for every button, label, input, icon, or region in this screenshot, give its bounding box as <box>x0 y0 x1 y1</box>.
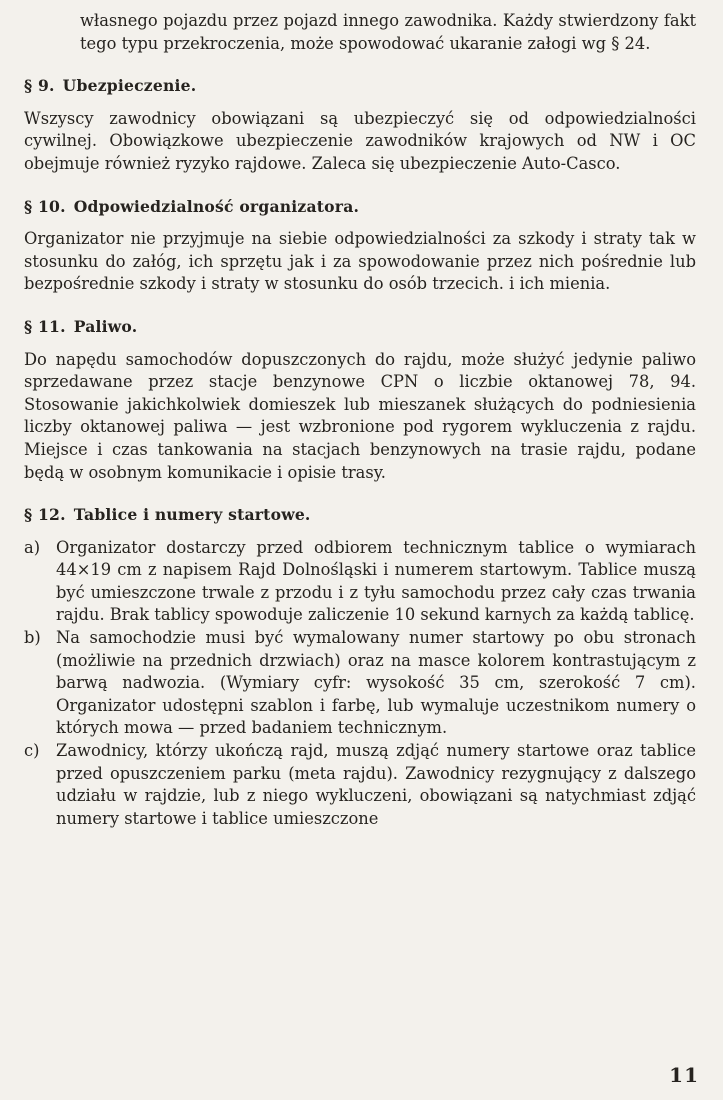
section-item-list <box>24 537 696 831</box>
list-item <box>24 627 696 740</box>
section-title: Ubezpieczenie. <box>62 76 197 96</box>
section-number: § 12. <box>24 505 66 525</box>
section-heading <box>24 75 696 98</box>
page-content <box>24 10 696 830</box>
section-11 <box>24 316 696 484</box>
section-paragraph: Organizator nie przyjmuje na siebie odpowiedzialności za szkody i straty tak w stosunku do załóg, ich sprzętu jak i za spowodowanie przez nich pośrednie lub bezpośrednie szkody i straty w stosunku do osób trzecich. i ich mienia. <box>24 229 696 294</box>
page-number: 11 <box>669 1063 699 1087</box>
section-title: Tablice i numery startowe. <box>73 505 311 525</box>
section-number: § 9. <box>24 76 55 96</box>
section-heading <box>24 196 696 219</box>
section-title: Odpowiedzialność organizatora. <box>73 196 360 216</box>
section-title: Paliwo. <box>73 316 138 336</box>
item-marker: a) <box>24 537 41 557</box>
item-text: Organizator dostarczy przed odbiorem technicznym tablice o wymiarach 44×19 cm z napisem Rajd Dolnośląski i numerem startowym. Tablice muszą być umieszczone trwale z przodu i z tyłu samochodu przez cały czas trwania rajdu. Brak tablicy spowoduje zaliczenie 10 sekund karnych za każdą tablicę. <box>56 537 696 625</box>
item-text: Na samochodzie musi być wymalowany numer startowy po obu stronach (możliwie na przednich drzwiach) oraz na masce kolorem kontrastującym z barwą nadwozia. (Wymiary cyfr: wysokość 35 cm, szerokość 7 cm). Organizator udostępni szablon i farbę, lub wymaluje uczestnikom numery o których mowa — przed badaniem technicznym. <box>56 628 696 738</box>
section-number: § 10. <box>24 196 66 216</box>
section-9 <box>24 75 696 175</box>
section-paragraph: Do napędu samochodów dopuszczonych do rajdu, może służyć jedynie paliwo sprzedawane przez stacje benzynowe CPN o liczbie oktanowej 78, 94. Stosowanie jakichkolwiek domieszek lub mieszanek służących do podniesienia liczby oktanowej paliwa — jest wzbronione pod rygorem wykluczenia z rajdu. Miejsce i czas tankowania na stacjach benzynowych na trasie rajdu, podane będą w osobnym komunikacie i opisie trasy. <box>24 349 696 482</box>
section-paragraph: Wszyscy zawodnicy obowiązani są ubezpieczyć się od odpowiedzialności cywilnej. Obowiązkowe ubezpieczenie zawodników krajowych od NW i OC obejmuje również ryzyko rajdowe. Zaleca się ubezpieczenie Auto-Casco. <box>24 108 696 173</box>
item-text: Zawodnicy, którzy ukończą rajd, muszą zdjąć numery startowe oraz tablice przed opuszczeniem parku (meta rajdu). Zawodnicy rezygnujący z dalszego udziału w rajdzie, lub z niego wykluczeni, obowiązani są natychmiast zdjąć numery startowe i tablice umieszczone <box>56 741 696 828</box>
section-12 <box>24 504 696 830</box>
section-heading <box>24 316 696 339</box>
section-10 <box>24 196 696 296</box>
item-marker: c) <box>24 741 40 761</box>
list-item <box>24 740 696 830</box>
section-number: § 11. <box>24 316 66 336</box>
list-item <box>24 537 696 627</box>
intro-paragraph: własnego pojazdu przez pojazd innego zawodnika. Każdy stwierdzony fakt tego typu przekroczenia, może spowodować ukaranie załogi wg § 24. <box>80 11 696 53</box>
section-heading <box>24 504 696 527</box>
item-marker: b) <box>24 628 41 648</box>
